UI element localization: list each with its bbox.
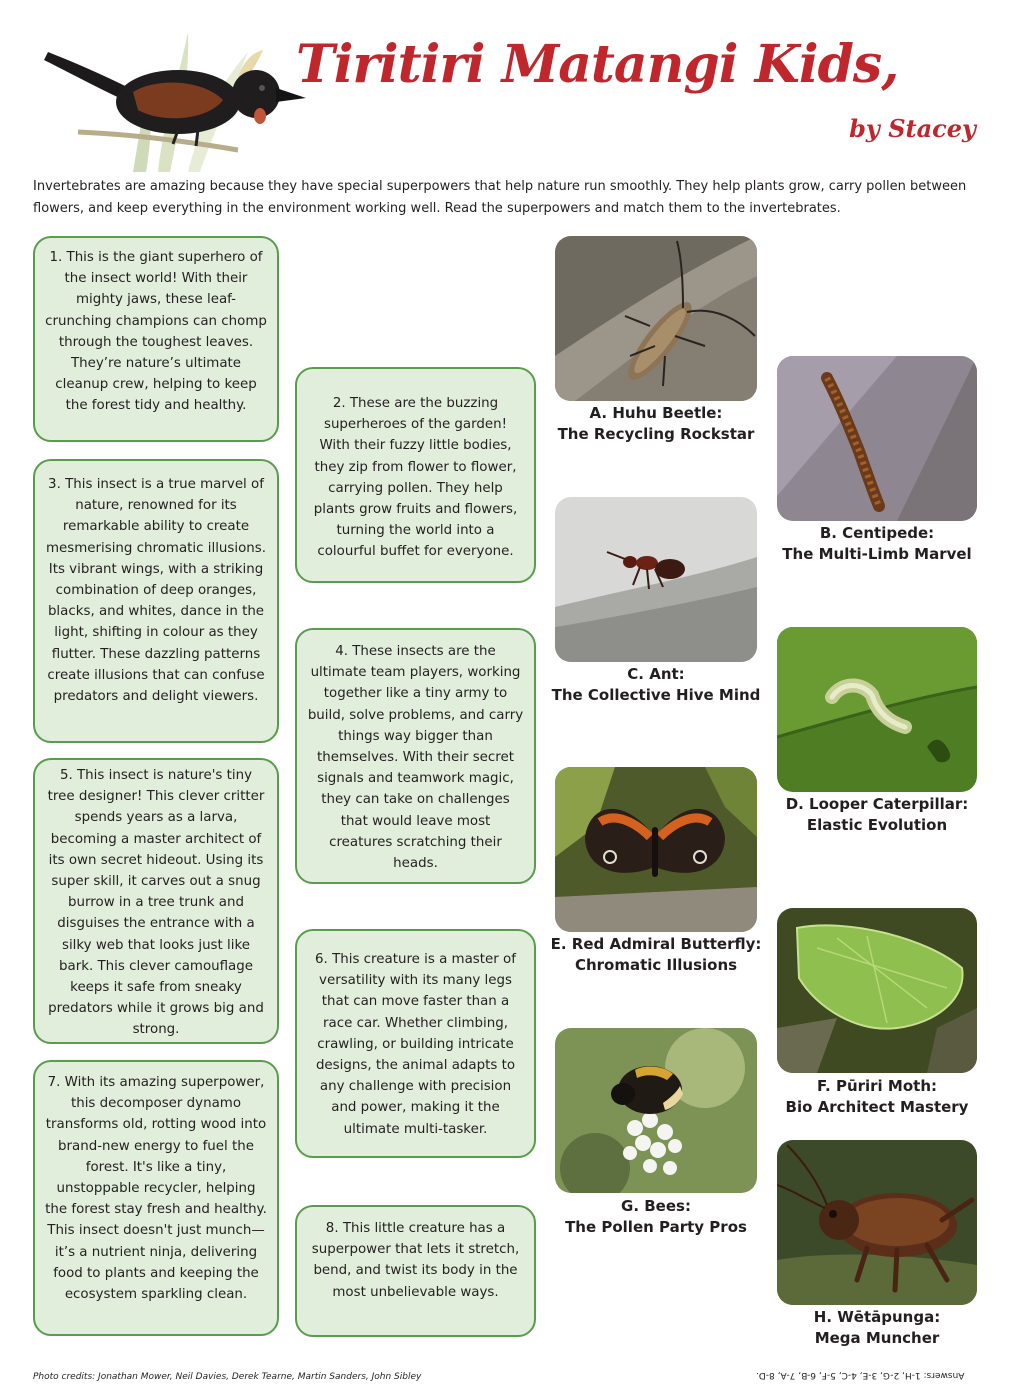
clue-box-2 bbox=[295, 367, 536, 583]
author-byline: by Stacey bbox=[849, 114, 976, 143]
creature-power-d: Elastic Evolution bbox=[806, 816, 948, 834]
creature-name-f: F. Pūriri Moth: bbox=[816, 1077, 937, 1095]
moth-photo bbox=[777, 908, 977, 1073]
clue-text-7: 7. With its amazing superpower, this decomposer dynamo transforms old, rotting wood into brand-new energy to fuel the forest. It's like a tiny, unstoppable recycler, helping the forest stay fresh and healthy. This insect doesn't just munch—it’s a nutrient ninja, delivering food to plants and keeping the ecosystem sparkling clean. bbox=[45, 1075, 267, 1303]
clue-text-2: 2. These are the buzzing superheroes of the garden! With their fuzzy little bodies, they zip from flower to flower, carrying pollen. They help plants grow fruits and flowers, turning the world into a colourful buffet for everyone. bbox=[313, 396, 518, 560]
clue-text-1: 1. This is the giant superhero of the insect world! With their mighty jaws, these leaf-crunching champions can chomp through the toughest leaves. They’re nature’s ultimate cleanup crew, helping to keep the forest tidy and healthy. bbox=[45, 250, 267, 414]
caption-g bbox=[535, 1196, 777, 1238]
clue-text-5: 5. This insect is nature's tiny tree designer! This clever critter spends years as a larva, becoming a master architect of its own secret hideout. Using its super skill, it carves out a snug burrow in a tree trunk and disguises the entrance with a silky web that looks just like bark. This clever camouflage keeps it safe from sneaky predators while it grows big and strong. bbox=[47, 768, 265, 1038]
clue-text-4: 4. These insects are the ultimate team players, working together like a tiny army to build, solve problems, and carry things way bigger than themselves. With their secret signals and teamwork magic, they can take on challenges that would leave most creatures scratching their heads. bbox=[307, 644, 524, 872]
clue-box-7 bbox=[33, 1060, 279, 1336]
clue-box-6 bbox=[295, 929, 536, 1158]
clue-text-6: 6. This creature is a master of versatility with its many legs that can move faster than a race car. Whether climbing, crawling, or building intricate designs, the animal adapts to any challenge with precision and power, making it the ultimate multi-tasker. bbox=[315, 952, 516, 1137]
beetle-photo bbox=[555, 236, 757, 401]
clue-box-5 bbox=[33, 758, 279, 1044]
clue-box-1 bbox=[33, 236, 279, 442]
creature-power-b: The Multi-Limb Marvel bbox=[782, 545, 972, 563]
caption-h bbox=[757, 1307, 997, 1349]
creature-power-h: Mega Muncher bbox=[814, 1329, 940, 1347]
caption-d bbox=[757, 794, 997, 836]
caption-b bbox=[757, 523, 997, 565]
creature-name-e: E. Red Admiral Butterfly: bbox=[550, 935, 762, 953]
creature-name-g: G. Bees: bbox=[621, 1197, 691, 1215]
creature-name-a: A. Huhu Beetle: bbox=[589, 404, 723, 422]
ant-photo bbox=[555, 497, 757, 662]
creature-power-e: Chromatic Illusions bbox=[574, 956, 738, 974]
creature-name-c: C. Ant: bbox=[627, 665, 685, 683]
creature-name-d: D. Looper Caterpillar: bbox=[785, 795, 969, 813]
clue-text-3: 3. This insect is a true marvel of nature, renowned for its remarkable ability to create mesmerising chromatic illusions. Its vibrant wings, with a striking combination of deep oranges, blacks, and whites, dance in the light, shifting in colour as they flutter. These dazzling patterns create illusions that can confuse predators and delight viewers. bbox=[45, 477, 267, 705]
creature-power-c: The Collective Hive Mind bbox=[551, 686, 761, 704]
caption-f bbox=[757, 1076, 997, 1118]
bee-photo bbox=[555, 1028, 757, 1193]
creature-power-a: The Recycling Rockstar bbox=[557, 425, 755, 443]
clue-text-8: 8. This little creature has a superpower that lets it stretch, bend, and twist its body in the most unbelievable ways. bbox=[311, 1221, 520, 1300]
intro-paragraph: Invertebrates are amazing because they have special superpowers that help nature run smoothly. They help plants grow, carry pollen between flowers, and keep everything in the environment working well. Read the superpowers and match them to the invertebrates. bbox=[33, 179, 967, 216]
weta-photo bbox=[777, 1140, 977, 1305]
centipede-photo bbox=[777, 356, 977, 521]
caterpillar-photo bbox=[777, 627, 977, 792]
photo-credits: Photo credits: Jonathan Mower, Neil Davies, Derek Tearne, Martin Sanders, John Sibley bbox=[33, 1372, 422, 1382]
caption-e bbox=[535, 934, 777, 976]
caption-a bbox=[535, 403, 777, 445]
page-title: Tiritiri Matangi Kids, bbox=[296, 34, 899, 95]
clue-box-8 bbox=[295, 1205, 536, 1337]
clue-box-4 bbox=[295, 628, 536, 884]
caption-c bbox=[535, 664, 777, 706]
clue-box-3 bbox=[33, 459, 279, 743]
creature-name-h: H. Wētāpunga: bbox=[813, 1308, 941, 1326]
creature-name-b: B. Centipede: bbox=[819, 524, 935, 542]
creature-power-f: Bio Architect Mastery bbox=[785, 1098, 969, 1116]
butterfly-photo bbox=[555, 767, 757, 932]
creature-power-g: The Pollen Party Pros bbox=[565, 1218, 747, 1236]
saddleback-bird-illustration bbox=[38, 22, 308, 172]
answer-key-upside-down: Answers: 1-H, 2-G, 3-E, 4-C, 5-F, 6-B, 7-A, 8-D. bbox=[756, 1370, 965, 1380]
